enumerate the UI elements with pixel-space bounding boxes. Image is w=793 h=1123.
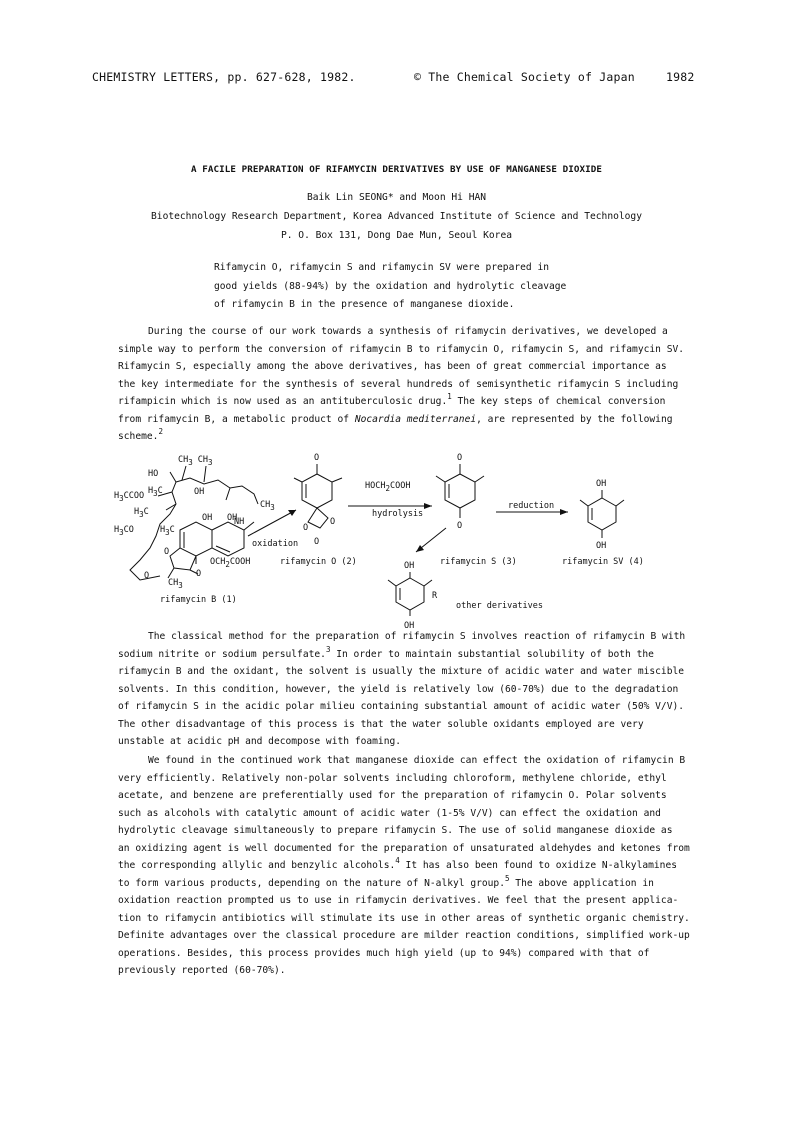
svg-text:H3CO: H3CO [114, 525, 134, 537]
svg-text:OCH2COOH: OCH2COOH [210, 557, 251, 569]
header-year: 1982 [666, 70, 695, 84]
text-line: During the course of our work towards a synthesis of rifamycin derivatives, we developed a [148, 326, 668, 337]
reference-marker: 2 [158, 427, 163, 436]
svg-text:OH: OH [596, 541, 607, 551]
text-line: previously reported (60-70%). [118, 965, 286, 976]
svg-text:CH3CH3: CH3 CH3 [178, 455, 213, 467]
oxidation-label: oxidation [252, 539, 299, 549]
affiliation-line-1: Biotechnology Research Department, Korea Advanced Institute of Science and Technology [151, 211, 642, 222]
other-derivatives-structure [388, 561, 543, 631]
svg-text:H3C: H3C [134, 507, 149, 519]
rifamycin-sv-structure [562, 479, 644, 567]
reduction-label: reduction [508, 501, 555, 511]
rifamycin-sv-label: rifamycin SV (4) [562, 557, 644, 567]
authors: Baik Lin SEONG* and Moon Hi HAN [306, 192, 487, 203]
derivatives-arrow [416, 528, 446, 552]
svg-text:CH3: CH3 [260, 500, 275, 512]
svg-text:R: R [432, 591, 438, 601]
other-derivatives-label: other derivatives [456, 601, 543, 611]
svg-text:H3C: H3C [160, 525, 175, 537]
text-line: simple way to perform the conversion of rifamycin B to rifamycin O, rifamycin S, and rifamycin SV. [118, 343, 685, 355]
oxidation-arrow [248, 510, 298, 549]
text-line: hydrolytic cleavage simultaneously to prepare rifamycin S. The use of solid manganese dioxide as [118, 825, 673, 836]
reference-marker: 3 [325, 644, 331, 654]
text-line: sodium nitrite or sodium persulfate.$^3$ In order to maintain substantial solubility of both the [118, 644, 654, 660]
svg-text:O: O [196, 569, 202, 579]
reference-marker: 4 [395, 856, 400, 865]
svg-text:H3CCOO: H3CCOO [114, 491, 145, 503]
svg-text:O: O [330, 517, 336, 527]
svg-text:OH: OH [596, 479, 607, 489]
reaction-scheme [110, 452, 690, 631]
svg-text:O: O [314, 453, 320, 463]
text-line: unstable at acidic pH and decompose with foaming. [118, 736, 402, 747]
species-name: Nocardia mediterranei [354, 413, 477, 425]
svg-text:OH: OH [227, 513, 238, 523]
hydrolysis-arrow [348, 481, 432, 519]
rifamycin-o-label: rifamycin O (2) [280, 557, 357, 567]
text-line: The classical method for the preparation of rifamycin S involves reaction of rifamycin B with [148, 631, 686, 642]
hydrolysis-label: hydrolysis [372, 509, 424, 519]
svg-text:OH: OH [404, 621, 415, 631]
paragraph-manganese-dioxide [118, 752, 698, 980]
rifamycin-b-structure [114, 455, 275, 605]
journal-citation: CHEMISTRY LETTERS, pp. 627-628, 1982. [92, 70, 356, 84]
text-line: very efficiently. Relatively non-polar solvents including chloroform, methylene chloride, ethyl [118, 772, 667, 784]
text-line: tion to rifamycin antibiotics will stimulate its use in other areas of synthetic organic chemistry. [118, 912, 690, 924]
abstract-line: good yields (88-94%) by the oxidation and hydrolytic cleavage [214, 280, 567, 292]
paragraph-classical-method [118, 628, 698, 751]
svg-text:HO: HO [148, 469, 159, 479]
text-line: operations. Besides, this process provides much high yield (up to 94%) compared with that of [118, 947, 650, 959]
text-line: scheme.$^2$ [118, 427, 163, 442]
text-line: rifamycin B and the oxidant, the solvent is usually the mixture of acidic water and water miscible [118, 666, 685, 677]
copyright-notice: © The Chemical Society of Japan [414, 70, 635, 84]
affiliation-line-2: P. O. Box 131, Dong Dae Mun, Seoul Korea [280, 230, 513, 241]
text-line: an oxidizing agent is well documented for the preparation of unsaturated aldehydes and ketones from [118, 842, 690, 854]
paragraph-intro [118, 323, 698, 446]
text-line: such as alcohols with catalytic amount of acidic water (1-5% V/V) can effect the oxidation and [118, 807, 661, 819]
rifamycin-b-label: rifamycin B (1) [160, 595, 237, 605]
text-line: from rifamycin B, a metabolic product of Nocardia mediterranei, are represented by the following [118, 413, 673, 425]
text-line: Rifamycin S, especially among the above derivatives, has been of great commercial importance as [118, 361, 667, 372]
text-line: acetate, and benzene are preferentially used for the preparation of rifamycin O. Polar solvents [118, 790, 667, 801]
text-line: of rifamycin S in the acidic polar milieu containing substantial amount of acidic water (50% V/V). [118, 701, 685, 712]
reduction-arrow [496, 501, 568, 515]
svg-text:O: O [457, 521, 463, 531]
text-line: oxidation reaction prompted us to use in rifamycin derivatives. We feel that the present applica- [118, 895, 679, 906]
svg-text:OH: OH [194, 487, 205, 497]
svg-text:OH: OH [202, 513, 213, 523]
svg-text:OH: OH [404, 561, 415, 571]
text-line: rifampicin which is now used as an antituberculosic drug.$^1$ The key steps of chemical conversion [118, 392, 666, 407]
reference-marker: 5 [505, 873, 510, 883]
text-line: Definite advantages over the classical procedure are milder reaction conditions, simplified work-up [118, 930, 690, 941]
text-line: solvents. In this condition, however, the yield is relatively low (60-70%) due to the degradation [118, 683, 679, 695]
abstract-line: Rifamycin O, rifamycin S and rifamycin SV were prepared in [214, 262, 550, 273]
text-line: We found in the continued work that manganese dioxide can effect the oxidation of rifamycin B [148, 755, 686, 766]
rifamycin-s-label: rifamycin S (3) [440, 557, 517, 567]
rifamycin-s-structure [436, 453, 517, 567]
svg-text:CH3: CH3 [168, 578, 183, 590]
text-line: The other disadvantage of this process is that the water soluble oxidants employed are very [118, 718, 644, 730]
svg-text:O: O [314, 537, 320, 547]
svg-text:NH: NH [234, 517, 245, 527]
svg-text:O: O [144, 571, 150, 581]
abstract [214, 259, 594, 315]
svg-text:H3C: H3C [148, 486, 163, 498]
paper-title: A FACILE PREPARATION OF RIFAMYCIN DERIVATIVES BY USE OF MANGANESE DIOXIDE [190, 164, 603, 175]
svg-text:HOCH2COOH: HOCH2COOH [365, 481, 411, 493]
reference-marker: 1 [447, 392, 452, 401]
svg-text:O: O [457, 453, 463, 463]
text-line: the corresponding allylic and benzylic alcohols.$^4$ It has also been found to oxidize N-alkylamines [118, 856, 678, 871]
reaction-scheme-drawing [110, 452, 690, 631]
abstract-line: of rifamycin B in the presence of manganese dioxide. [214, 299, 515, 310]
text-line: the key intermediate for the synthesis of several hundreds of semisynthetic rifamycin S including [118, 378, 679, 390]
svg-text:O: O [303, 523, 309, 533]
svg-text:O: O [164, 547, 170, 557]
text-line: to form various products, depending on the nature of N-alkyl group.$^5$ The above application in [118, 873, 654, 889]
